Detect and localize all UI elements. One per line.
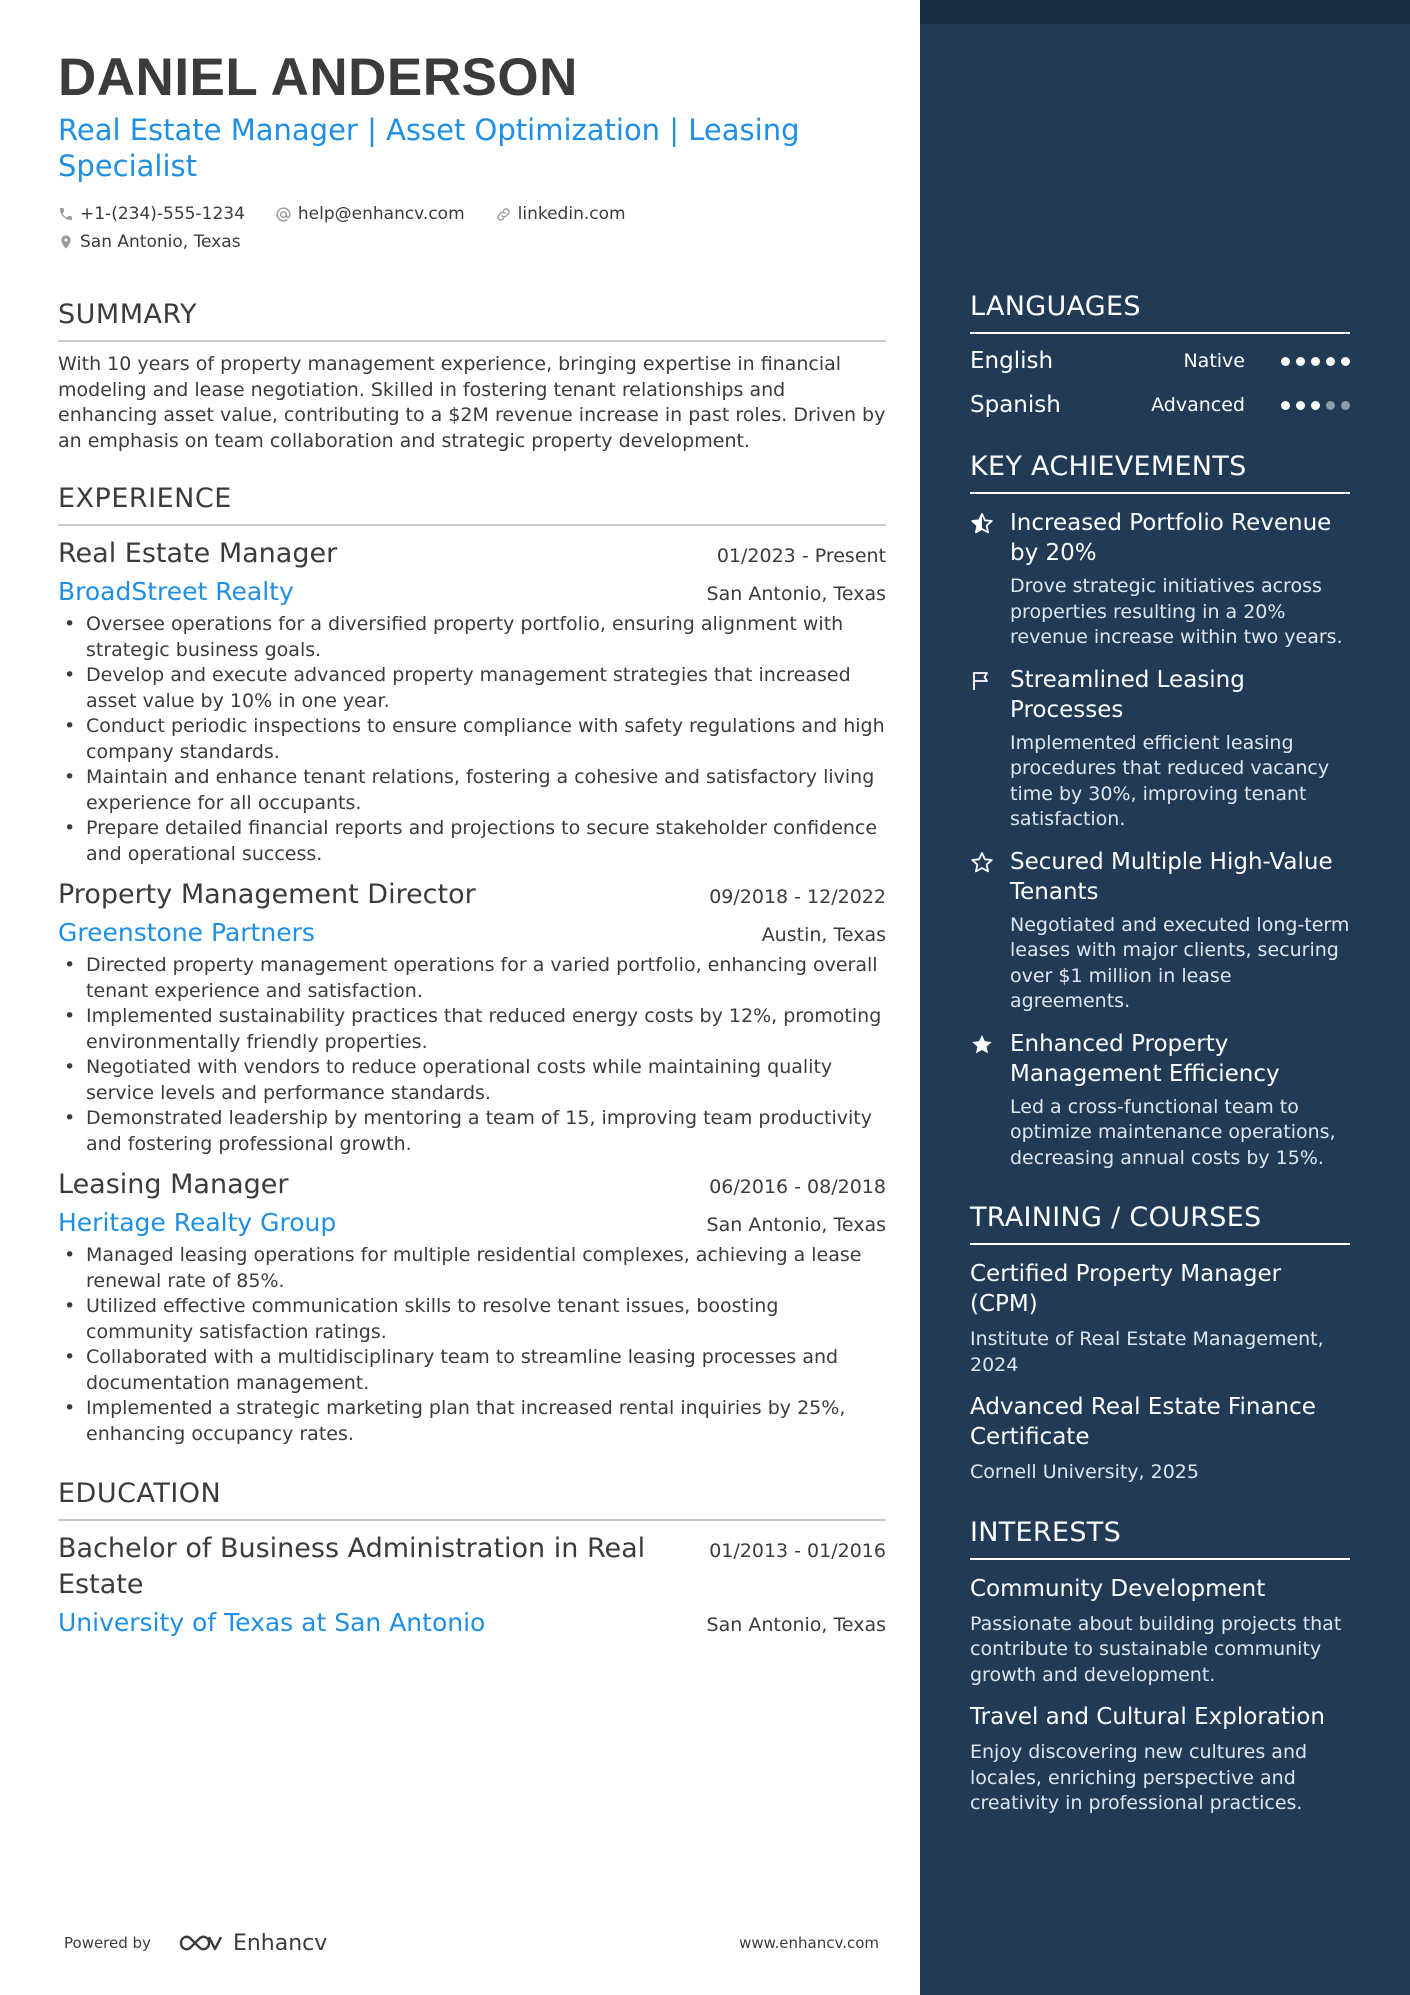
- job-location: Austin, Texas: [761, 924, 886, 946]
- job-header: [58, 536, 886, 572]
- achievement-title: Secured Multiple High-Value Tenants: [1010, 848, 1333, 905]
- rating-dot: [1326, 357, 1335, 366]
- rating-dot: [1341, 357, 1350, 366]
- course-title: Advanced Real Estate Finance Certificate: [970, 1394, 1316, 1450]
- rating-dot: [1311, 357, 1320, 366]
- powered-by: [64, 1930, 327, 1956]
- brand-name: Enhancv: [232, 1930, 328, 1956]
- achievement-desc: Led a cross-functional team to optimize maintenance operations, decreasing annual costs by 15%.: [1010, 1095, 1336, 1169]
- achievement-desc: Drove strategic initiatives across properties resulting in a 20% revenue increase within two years.: [1010, 575, 1343, 648]
- job-bullet: • Implemented a strategic marketing plan that increased rental inquiries by 25%, enhancing occupancy rates.: [58, 1396, 886, 1447]
- achievement-title: Increased Portfolio Revenue by 20%: [1010, 510, 1332, 566]
- training-title: TRAINING / COURSES: [970, 1201, 1350, 1245]
- language-name: Spanish: [970, 392, 1061, 418]
- job-company: Greenstone Partners: [58, 918, 315, 947]
- email-contact[interactable]: [275, 200, 465, 228]
- job-bullets: [58, 1243, 886, 1447]
- achievements-title: KEY ACHIEVEMENTS: [970, 450, 1350, 494]
- summary-title: SUMMARY: [58, 298, 886, 342]
- education-subheader: [58, 1607, 886, 1639]
- rating-dot: [1281, 401, 1290, 410]
- education-entry: [58, 1531, 886, 1639]
- course-provider: Institute of Real Estate Management, 2024: [970, 1328, 1324, 1376]
- achievement-body: [1010, 508, 1350, 651]
- contact-row: [58, 200, 886, 228]
- achievement-body: [1010, 665, 1350, 833]
- language-level: Advanced: [1151, 394, 1245, 416]
- achievement-icon-wrap: [970, 1029, 1010, 1172]
- achievement-item: [970, 847, 1350, 1015]
- headline: Real Estate Manager | Asset Optimization | Leasing Specialist: [58, 113, 800, 183]
- education-header: [58, 1531, 886, 1603]
- course-item: [970, 1392, 1350, 1486]
- rating-dot: [1281, 357, 1290, 366]
- interests-title: INTERESTS: [970, 1516, 1350, 1560]
- linkedin-text: linkedin.com: [517, 204, 626, 224]
- job-bullet: • Maintain and enhance tenant relations, fostering a cohesive and satisfactory living experience for all occupants.: [58, 765, 886, 816]
- flag-icon: [970, 669, 994, 693]
- job-bullets: [58, 953, 886, 1157]
- job-bullet: • Managed leasing operations for multiple residential complexes, achieving a lease renewal rate of 85%.: [58, 1243, 886, 1294]
- degree-title: Bachelor of Business Administration in Real Estate: [58, 1533, 646, 1600]
- language-proficiency: [1151, 394, 1350, 416]
- achievement-title: Enhanced Property Management Efficiency: [1010, 1030, 1280, 1087]
- job-header: [58, 877, 886, 913]
- job-subheader: [58, 917, 886, 949]
- job-bullet: • Oversee operations for a diversified property portfolio, ensuring alignment with strategic business goals.: [58, 612, 886, 663]
- job-company: BroadStreet Realty: [58, 577, 294, 606]
- job-bullet: • Negotiated with vendors to reduce operational costs while maintaining quality service levels and performance standards.: [58, 1055, 886, 1106]
- job-bullet: • Implemented sustainability practices that reduced energy costs by 12%, promoting environmentally friendly properties.: [58, 1004, 886, 1055]
- achievement-item: [970, 665, 1350, 833]
- language-rating: [1275, 401, 1350, 410]
- star-filled-icon: [970, 1033, 994, 1057]
- interest-item: [970, 1574, 1350, 1689]
- footer: [64, 1928, 879, 1958]
- experience-title: EXPERIENCE: [58, 482, 886, 526]
- linkedin-contact[interactable]: [495, 200, 626, 228]
- phone-icon: [58, 206, 74, 222]
- achievement-body: [1010, 847, 1350, 1015]
- course-title: Certified Property Manager (CPM): [970, 1261, 1282, 1317]
- rating-dot: [1341, 401, 1350, 410]
- interests-section: [970, 1516, 1350, 1817]
- job-entry: [58, 1167, 886, 1447]
- languages-title: LANGUAGES: [970, 290, 1350, 334]
- job-title: Leasing Manager: [58, 1169, 289, 1200]
- main-column: [58, 48, 886, 1639]
- job-date: 01/2023 - Present: [716, 545, 886, 567]
- link-icon: [495, 206, 512, 223]
- course-provider: Cornell University, 2025: [970, 1461, 1199, 1483]
- sidebar-content: [970, 290, 1350, 1817]
- interest-item: [970, 1702, 1350, 1817]
- candidate-name: DANIEL ANDERSON: [58, 48, 578, 107]
- education-section: [58, 1477, 886, 1639]
- job-subheader: [58, 576, 886, 608]
- rating-dot: [1296, 401, 1305, 410]
- job-bullet: • Develop and execute advanced property management strategies that increased asset value by 10% in one year.: [58, 663, 886, 714]
- interest-desc: Passionate about building projects that contribute to sustainable community growth and development.: [970, 1612, 1342, 1686]
- job-title: Property Management Director: [58, 879, 476, 910]
- achievement-icon-wrap: [970, 508, 1010, 651]
- enhancv-logo-icon: [177, 1930, 225, 1956]
- language-row: [970, 388, 1350, 422]
- contact-row-location: [58, 228, 886, 256]
- job-company: Heritage Realty Group: [58, 1208, 337, 1237]
- language-name: English: [970, 348, 1054, 374]
- training-section: [970, 1201, 1350, 1486]
- rating-dot: [1326, 401, 1335, 410]
- achievement-icon-wrap: [970, 665, 1010, 833]
- achievement-desc: Negotiated and executed long-term leases with major clients, securing over $1 million in lease agreements.: [1010, 913, 1350, 1012]
- job-entry: [58, 536, 886, 867]
- achievement-item: [970, 1029, 1350, 1172]
- course-item: [970, 1259, 1350, 1378]
- summary-section: [58, 298, 886, 454]
- job-bullet: • Directed property management operations for a varied portfolio, enhancing overall tenant experience and satisfaction.: [58, 953, 886, 1004]
- job-date: 09/2018 - 12/2022: [709, 886, 886, 908]
- job-location: San Antonio, Texas: [706, 1214, 886, 1236]
- star-outline-icon: [970, 851, 994, 875]
- language-level: Native: [1183, 350, 1245, 372]
- rating-dot: [1311, 401, 1320, 410]
- education-title: EDUCATION: [58, 1477, 886, 1521]
- job-header: [58, 1167, 886, 1203]
- achievement-desc: Implemented efficient leasing procedures that reduced vacancy time by 30%, improving tenant satisfaction.: [1010, 731, 1330, 830]
- languages-section: [970, 290, 1350, 422]
- achievement-title: Streamlined Leasing Processes: [1010, 666, 1245, 723]
- location-text: San Antonio, Texas: [80, 232, 241, 252]
- job-bullet: • Conduct periodic inspections to ensure compliance with safety regulations and high company standards.: [58, 714, 886, 765]
- achievement-icon-wrap: [970, 847, 1010, 1015]
- job-subheader: [58, 1207, 886, 1239]
- summary-text: With 10 years of property management experience, bringing expertise in financial modeling and lease negotiation. Skilled in fostering tenant relationships and enhancing asset value, contributing to a $2M revenue increase in past roles. Driven by an emphasis on team collaboration and strategic property development.: [58, 353, 886, 452]
- language-rating: [1275, 357, 1350, 366]
- location-pin-icon: [58, 233, 74, 251]
- job-bullet: • Demonstrated leadership by mentoring a team of 15, improving team productivity and fostering professional growth.: [58, 1106, 886, 1157]
- language-proficiency: [1183, 350, 1350, 372]
- interest-title: Community Development: [970, 1575, 1266, 1602]
- phone-text: +1-(234)-555-1234: [80, 204, 245, 224]
- job-location: San Antonio, Texas: [706, 583, 886, 605]
- job-bullet: • Collaborated with a multidisciplinary team to streamline leasing processes and documentation management.: [58, 1345, 886, 1396]
- email-text: help@enhancv.com: [297, 204, 465, 224]
- star-half-icon: [970, 512, 994, 536]
- sidebar-top-band: [920, 0, 1410, 24]
- contact-info: [58, 200, 886, 256]
- phone-contact[interactable]: [58, 200, 245, 228]
- achievement-body: [1010, 1029, 1350, 1172]
- experience-section: [58, 482, 886, 1447]
- job-title: Real Estate Manager: [58, 538, 338, 569]
- powered-label: Powered by: [64, 1934, 151, 1952]
- job-entry: [58, 877, 886, 1157]
- achievements-section: [970, 450, 1350, 1171]
- job-bullet: • Prepare detailed financial reports and projections to secure stakeholder confidence and operational success.: [58, 816, 886, 867]
- interest-desc: Enjoy discovering new cultures and locales, enriching perspective and creativity in professional practices.: [970, 1741, 1308, 1814]
- achievement-item: [970, 508, 1350, 651]
- job-bullets: [58, 612, 886, 867]
- job-bullet: • Utilized effective communication skills to resolve tenant issues, boosting community satisfaction ratings.: [58, 1294, 886, 1345]
- footer-website[interactable]: www.enhancv.com: [739, 1934, 879, 1952]
- interest-title: Travel and Cultural Exploration: [970, 1704, 1325, 1730]
- school-location: San Antonio, Texas: [706, 1614, 886, 1636]
- language-row: [970, 344, 1350, 378]
- rating-dot: [1296, 357, 1305, 366]
- location-contact: [58, 228, 241, 256]
- at-icon: [275, 206, 292, 223]
- job-date: 06/2016 - 08/2018: [709, 1176, 886, 1198]
- school-name: University of Texas at San Antonio: [58, 1608, 486, 1637]
- education-date: 01/2013 - 01/2016: [709, 1540, 886, 1562]
